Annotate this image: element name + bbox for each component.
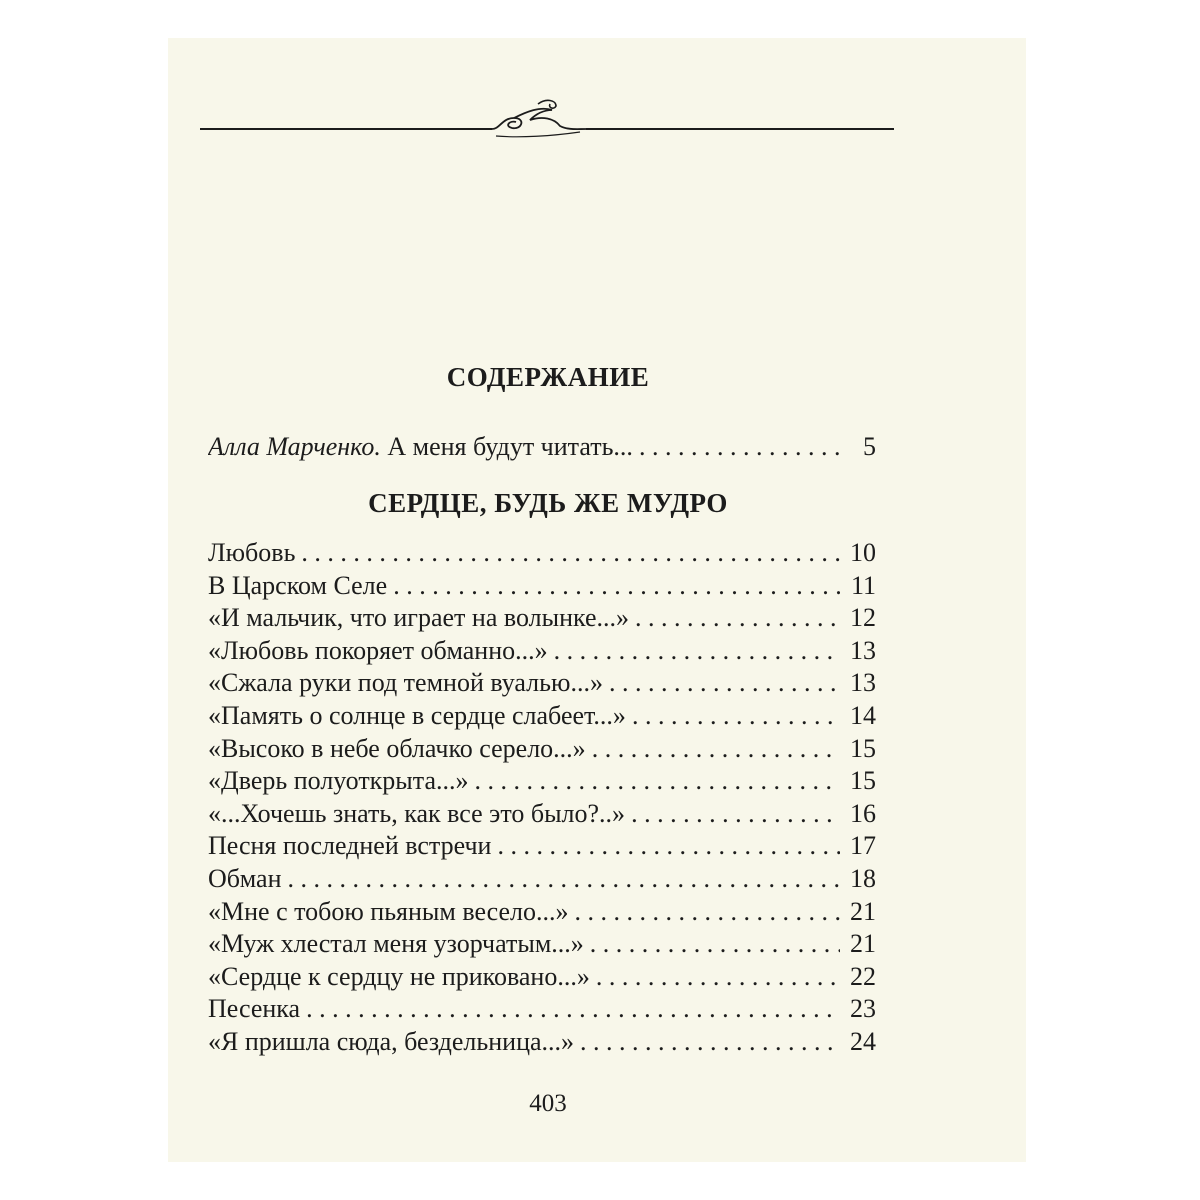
dot-leader (592, 734, 840, 764)
toc-entry-page: 13 (850, 668, 876, 698)
toc-entry-page: 15 (850, 766, 876, 796)
dot-leader (635, 603, 840, 633)
toc-entry-page: 10 (850, 538, 876, 567)
toc-entry[interactable] (208, 603, 876, 636)
dot-leader (393, 571, 840, 601)
toc-entry[interactable] (208, 636, 876, 669)
toc-entry-title: «Дверь полуоткрыта...» (208, 766, 469, 796)
toc-entry-title: «Высоко в небе облачко серело...» (208, 733, 586, 763)
toc-entry[interactable] (208, 571, 876, 604)
toc-entry-title: «И мальчик, что играет на волынке...» (208, 603, 630, 633)
toc-entry-title (208, 432, 633, 462)
dot-leader (609, 668, 840, 698)
toc-entry-intro[interactable] (208, 432, 876, 465)
toc-entry[interactable] (208, 1027, 876, 1060)
dot-leader (580, 1027, 840, 1057)
page-number: 403 (529, 1090, 567, 1117)
toc-entry-title: Песенка (208, 994, 301, 1024)
toc-entry-page: 15 (850, 733, 876, 763)
dot-leader (631, 799, 840, 829)
toc-entry-page: 14 (850, 701, 876, 730)
toc-entry[interactable] (208, 766, 876, 799)
toc-entry-page: 13 (850, 635, 876, 665)
dot-leader (596, 962, 840, 992)
toc-entry-page: 5 (863, 432, 876, 461)
toc-entry-title: «Память о солнце в сердце слабеет...» (208, 701, 626, 730)
toc-entry[interactable] (208, 897, 876, 930)
toc-entry-title: «Сердце к сердцу не приковано...» (208, 961, 590, 991)
toc-entry[interactable] (208, 799, 876, 832)
toc-entry-page: 12 (850, 603, 876, 633)
toc-entry-page: 22 (850, 961, 876, 991)
toc-entry-title: Любовь (208, 538, 296, 567)
toc-entry-page: 16 (850, 798, 876, 828)
dot-leader (554, 636, 840, 666)
toc-entry[interactable] (208, 929, 876, 962)
dot-leader (639, 432, 840, 462)
contents-heading: СОДЕРЖАНИЕ (446, 362, 650, 392)
dot-leader (301, 538, 840, 568)
toc-entry-title: В Царском Селе (208, 570, 388, 600)
toc-entry[interactable] (208, 734, 876, 767)
section-heading: СЕРДЦЕ, БУДЬ ЖЕ МУДРО (368, 488, 728, 518)
toc-entry-page: 23 (850, 994, 876, 1024)
toc-entry[interactable] (208, 962, 876, 995)
toc-entry-title: «Мне с тобою пьяным весело...» (208, 896, 569, 926)
toc-entry[interactable] (208, 701, 876, 734)
toc-entry-page: 21 (850, 929, 876, 959)
toc-entry[interactable] (208, 668, 876, 701)
dot-leader (632, 701, 840, 731)
toc-entry-author: Алла Марченко. (208, 432, 381, 461)
toc-entry[interactable] (208, 864, 876, 897)
toc-entry-title: «Муж хлестал меня узорчатым...» (208, 929, 584, 959)
toc-entry-title: Обман (208, 864, 282, 893)
toc-entry[interactable] (208, 538, 876, 571)
toc-entry-title: «Любовь покоряет обманно...» (208, 635, 548, 665)
toc-entry-page: 17 (850, 831, 876, 861)
dot-leader (590, 929, 840, 959)
dot-leader (306, 994, 840, 1024)
dot-leader (287, 864, 840, 894)
dot-leader (497, 831, 840, 861)
toc-entry-page: 24 (850, 1027, 876, 1056)
toc-entry-title: «Сжала руки под темной вуалью...» (208, 668, 603, 698)
toc-entry[interactable] (208, 994, 876, 1027)
toc-entry-title: «Я пришла сюда, бездельница...» (208, 1027, 575, 1056)
toc-entry-page: 21 (850, 896, 876, 926)
dot-leader (475, 766, 841, 796)
toc-entry-title-text: А меня будут читать... (387, 432, 633, 461)
toc-entry-title: Песня последней встречи (208, 831, 492, 861)
toc-entry-title: «...Хочешь знать, как все это было?..» (208, 798, 626, 828)
ornament-divider (200, 96, 894, 148)
toc-entry-page: 11 (850, 570, 876, 600)
toc-entry[interactable] (208, 831, 876, 864)
toc-entry-page: 18 (850, 864, 876, 893)
dot-leader (575, 897, 840, 927)
